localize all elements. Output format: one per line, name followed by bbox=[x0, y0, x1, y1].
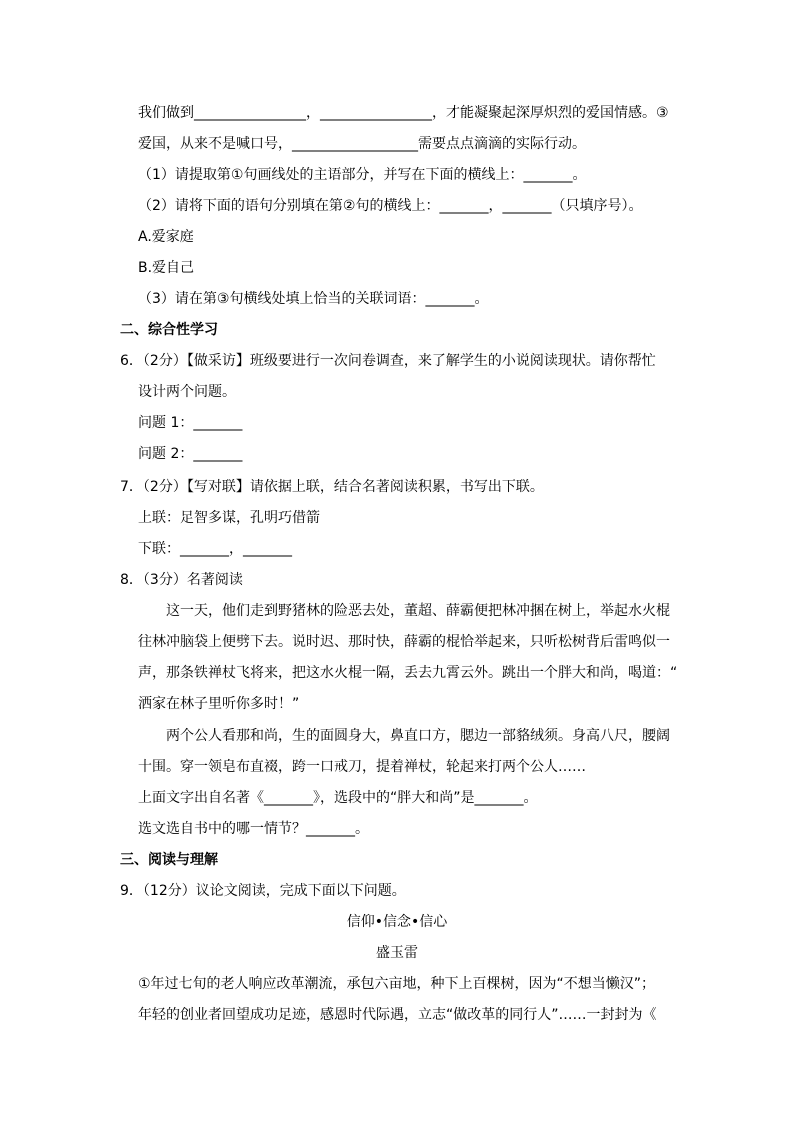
text-line: （3）请在第③句横线处填上恰当的关联词语：_______。 bbox=[138, 291, 489, 307]
text-line: 上联：足智多谋，孔明巧借箭 bbox=[138, 510, 320, 526]
section-heading: 二、综合性学习 bbox=[120, 322, 218, 338]
text-line: ①年过七旬的老人响应改革潮流，承包六亩地，种下上百棵树，因为“不想当懒汉”； bbox=[138, 976, 656, 992]
text-line: 十围。穿一领皂布直裰，跨一口戒刀，提着禅杖，轮起来打两个公人…… bbox=[138, 759, 586, 775]
text-line: 我们做到________________，________________，才能凝聚起深厚炽烈的爱国情感。③ bbox=[138, 105, 669, 121]
text-line: 上面文字出自名著《_______》，选段中的“胖大和尚”是_______。 bbox=[138, 790, 538, 806]
question-line: 9．（12分）议论文阅读，完成下面以下问题。 bbox=[120, 883, 406, 899]
text-line: 选文选自书中的哪一情节？_______。 bbox=[138, 821, 369, 837]
text-line: 这一天，他们走到野猪林的险恶去处，董超、薛霸便把林冲捆在树上，举起水火棍 bbox=[166, 603, 670, 619]
text-line: 设计两个问题。 bbox=[138, 384, 236, 400]
article-author: 盛玉雷 bbox=[376, 945, 418, 961]
text-line: （1）请提取第①句画线处的主语部分，并写在下面的横线上：_______。 bbox=[138, 167, 587, 183]
text-line: 两个公人看那和尚，生的面圆身大，鼻直口方，腮边一部貉绒须。身高八尺，腰阔 bbox=[166, 728, 670, 744]
question-line: 6．（2分）【做采访】班级要进行一次问卷调查，来了解学生的小说阅读现状。请你帮忙 bbox=[120, 353, 656, 369]
text-line: 声，那条铁禅杖飞将来，把这水火棍一隔，丢去九霄云外。跳出一个胖大和尚，喝道：“ bbox=[138, 665, 678, 681]
article-title: 信仰•信念•信心 bbox=[346, 914, 448, 930]
text-line: 问题 1：_______ bbox=[138, 415, 243, 431]
text-line: 年轻的创业者回望成功足迹，感恩时代际遇，立志“做改革的同行人”……一封封为《 bbox=[138, 1007, 657, 1023]
option-line: B.爱自己 bbox=[138, 260, 195, 276]
text-line: （2）请将下面的语句分别填在第②句的横线上：_______，_______（只填序号）。 bbox=[138, 198, 643, 214]
question-line: 7．（2分）【写对联】请依据上联，结合名著阅读积累，书写出下联。 bbox=[120, 479, 544, 495]
text-line: 洒家在林子里听你多时！” bbox=[138, 696, 300, 712]
option-line: A.爱家庭 bbox=[138, 229, 194, 245]
text-line: 爱国，从来不是喊口号，__________________需要点点滴滴的实际行动。 bbox=[138, 136, 586, 152]
text-line: 问题 2：_______ bbox=[138, 446, 243, 462]
question-line: 8．（3分）名著阅读 bbox=[120, 572, 243, 588]
text-line: 下联：_______，_______ bbox=[138, 541, 292, 557]
text-line: 往林冲脑袋上便劈下去。说时迟、那时快，薛霸的棍恰举起来，只听松树背后雷鸣似一 bbox=[138, 634, 670, 650]
section-heading: 三、阅读与理解 bbox=[120, 852, 218, 868]
